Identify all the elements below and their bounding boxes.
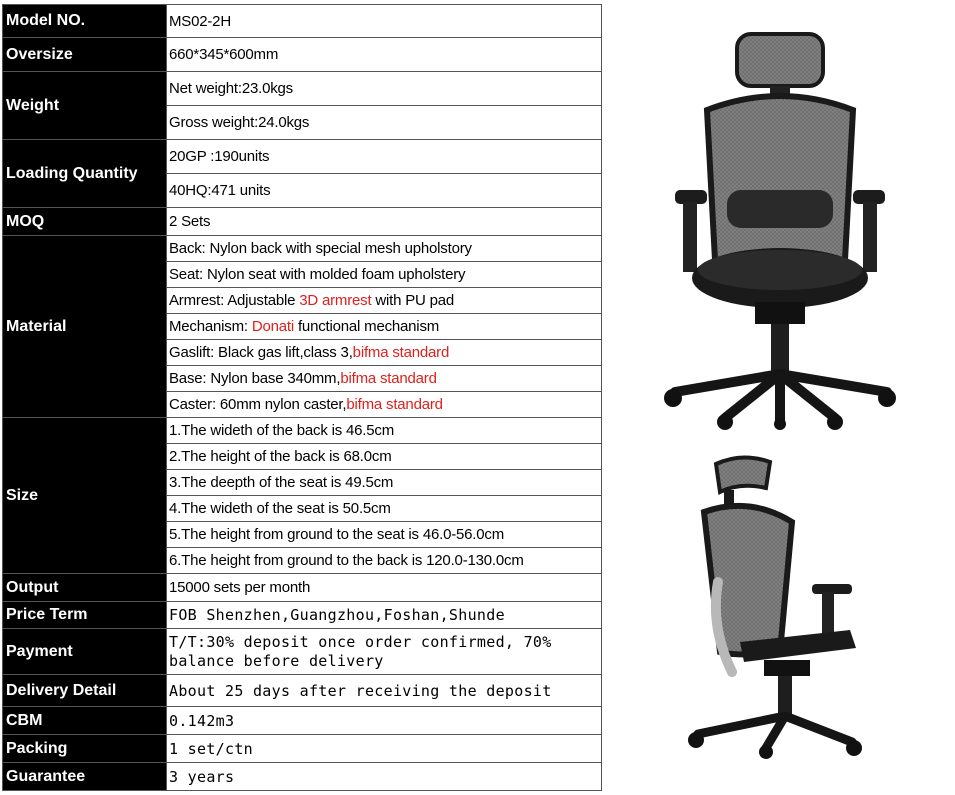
office-chair-front-view	[655, 30, 905, 430]
base-prefix: Base: Nylon base 340mm,	[169, 370, 341, 387]
spec-table	[2, 4, 602, 791]
value-size-item: 5.The height from ground to the seat is 46.0-56.0cm	[167, 522, 602, 548]
value-packing: 1 set/ctn	[167, 735, 602, 763]
value-model-no: MS02-2H	[167, 5, 602, 38]
value-gross-weight: Gross weight:24.0kgs	[167, 106, 602, 140]
value-size-item: 1.The wideth of the back is 46.5cm	[167, 418, 602, 444]
row-payment	[3, 629, 602, 675]
gaslift-prefix: Gaslift: Black gas lift,class 3,	[169, 344, 353, 361]
value-cbm: 0.142m3	[167, 707, 602, 735]
row-cbm	[3, 707, 602, 735]
row-guarantee	[3, 763, 602, 791]
value-material-seat: Seat: Nylon seat with molded foam upholstery	[167, 262, 602, 288]
row-material-back	[3, 236, 602, 262]
label-output: Output	[3, 574, 167, 602]
row-moq	[3, 208, 602, 236]
label-oversize: Oversize	[3, 38, 167, 72]
value-material-back: Back: Nylon back with special mesh upholstory	[167, 236, 602, 262]
label-moq: MOQ	[3, 208, 167, 236]
label-delivery-detail: Delivery Detail	[3, 675, 167, 707]
label-packing: Packing	[3, 735, 167, 763]
row-delivery	[3, 675, 602, 707]
value-size-item: 2.The height of the back is 68.0cm	[167, 444, 602, 470]
value-payment: T/T:30% deposit once order confirmed, 70% balance before delivery	[167, 629, 602, 675]
value-net-weight: Net weight:23.0kgs	[167, 72, 602, 106]
armrest-highlight: 3D armrest	[299, 292, 372, 309]
label-price-term: Price Term	[3, 602, 167, 629]
value-material-armrest	[167, 288, 602, 314]
row-output	[3, 574, 602, 602]
value-40hq: 40HQ:471 units	[167, 174, 602, 208]
value-size-item: 3.The deepth of the seat is 49.5cm	[167, 470, 602, 496]
mechanism-prefix: Mechanism:	[169, 318, 252, 335]
row-model	[3, 5, 602, 38]
label-payment: Payment	[3, 629, 167, 675]
value-size-item: 4.The wideth of the seat is 50.5cm	[167, 496, 602, 522]
label-weight: Weight	[3, 72, 167, 140]
row-price-term	[3, 602, 602, 629]
label-loading-quantity: Loading Quantity	[3, 140, 167, 208]
caster-highlight: bifma standard	[346, 396, 443, 413]
value-20gp: 20GP :190units	[167, 140, 602, 174]
label-cbm: CBM	[3, 707, 167, 735]
armrest-prefix: Armrest: Adjustable	[169, 292, 300, 309]
top-rule	[0, 0, 955, 2]
row-size-1	[3, 418, 602, 444]
value-delivery-detail: About 25 days after receiving the deposit	[167, 675, 602, 707]
row-oversize	[3, 38, 602, 72]
label-material: Material	[3, 236, 167, 418]
value-material-mechanism	[167, 314, 602, 340]
value-guarantee: 3 years	[167, 763, 602, 791]
label-model-no: Model NO.	[3, 5, 167, 38]
gaslift-highlight: bifma standard	[352, 344, 450, 361]
base-highlight: bifma standard	[340, 370, 437, 387]
value-oversize: 660*345*600mm	[167, 38, 602, 72]
armrest-suffix: with PU pad	[371, 292, 455, 309]
value-size-item: 6.The height from ground to the back is 120.0-130.0cm	[167, 548, 602, 574]
value-material-caster	[167, 392, 602, 418]
value-price-term: FOB Shenzhen,Guangzhou,Foshan,Shunde	[167, 602, 602, 629]
row-packing	[3, 735, 602, 763]
value-output: 15000 sets per month	[167, 574, 602, 602]
value-moq: 2 Sets	[167, 208, 602, 236]
office-chair-side-view	[680, 452, 870, 762]
row-loading-20gp	[3, 140, 602, 174]
mechanism-highlight: Donati	[251, 318, 294, 335]
row-weight-net	[3, 72, 602, 106]
mechanism-suffix: functional mechanism	[294, 318, 440, 335]
caster-prefix: Caster: 60mm nylon caster,	[169, 396, 347, 413]
value-material-gaslift	[167, 340, 602, 366]
value-material-base	[167, 366, 602, 392]
label-guarantee: Guarantee	[3, 763, 167, 791]
label-size: Size	[3, 418, 167, 574]
